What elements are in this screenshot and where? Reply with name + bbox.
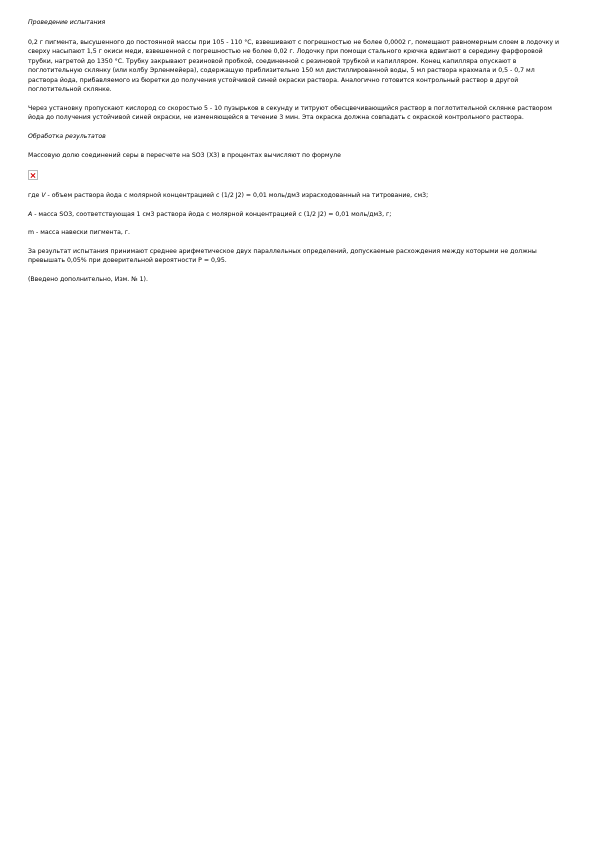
document-page <box>28 18 562 293</box>
variable-a: А <box>28 210 33 218</box>
result-paragraph: За результат испытания принимают среднее арифметическое двух параллельных определений, допускаемые расхождения между которыми не должны превышать 0,05% при доверительной вероятности Р = 0,95. <box>28 247 537 264</box>
testing-paragraph-2: Через установку пропускают кислород со скоростью 5 - 10 пузырьков в секунду и титруют обесцвечивающийся раствор в поглотительной склянке раствором йода до получения устойчивой синей окраски, не изменяющейся в течение 3 мин. Эта окраска должна совпадать с окраской контрольного раствора. <box>28 104 552 121</box>
amendment-note: (Введено дополнительно, Изм. № 1). <box>28 275 148 283</box>
section-heading-results: Обработка результатов <box>28 132 106 140</box>
variable-v: V <box>41 192 46 199</box>
where-prefix: где <box>28 192 42 199</box>
definition-a-text: - масса SO3, соответствующая 1 см3 раствора йода с молярной концентрацией с (1/2 J2) = 0,01 моль/дм3, г; <box>32 210 392 218</box>
formula-image <box>28 170 562 192</box>
definition-a <box>28 210 562 220</box>
testing-paragraph-1: 0,2 г пигмента, высушенного до постоянной массы при 105 - 110 °С, взвешивают с погрешностью не более 0,0002 г, помещают равномерным слоем в лодочку и сверху насыпают 1,5 г окиси меди, взвешенной с погрешностью не более 0,02 г. Лодочку при помощи стального крючка вдвигают в середину фарфоровой трубки, нагретой до 1350 °С. Трубку закрывают резиновой пробкой, соединенной с резиновой трубкой и капилляром. Конец капилляра опускают в поглотительную склянку (или колбу Эрленмейера), содержащую приблизительно 150 мл дистиллированной воды, 5 мл раствора крахмала и 0,5 - 0,7 мл раствора йода, прибавляемого из бюретки до получения устойчивой синей окраски раствора. Аналогично готовится контрольный раствор в другой поглотительной склянке. <box>28 38 560 93</box>
definition-v <box>28 191 562 201</box>
definition-v-text: - объем раствора йода с молярной концентрацией с (1/2 J2) = 0,01 моль/дм3 израсходованный на титрование, см3; <box>45 192 429 199</box>
formula-intro: Массовую долю соединений серы в пересчете на SO3 (X3) в процентах вычисляют по формуле <box>28 152 341 159</box>
broken-image-icon <box>28 170 38 180</box>
section-heading-testing: Проведение испытания <box>28 19 106 26</box>
definition-m: m - масса навески пигмента, г. <box>28 229 131 236</box>
